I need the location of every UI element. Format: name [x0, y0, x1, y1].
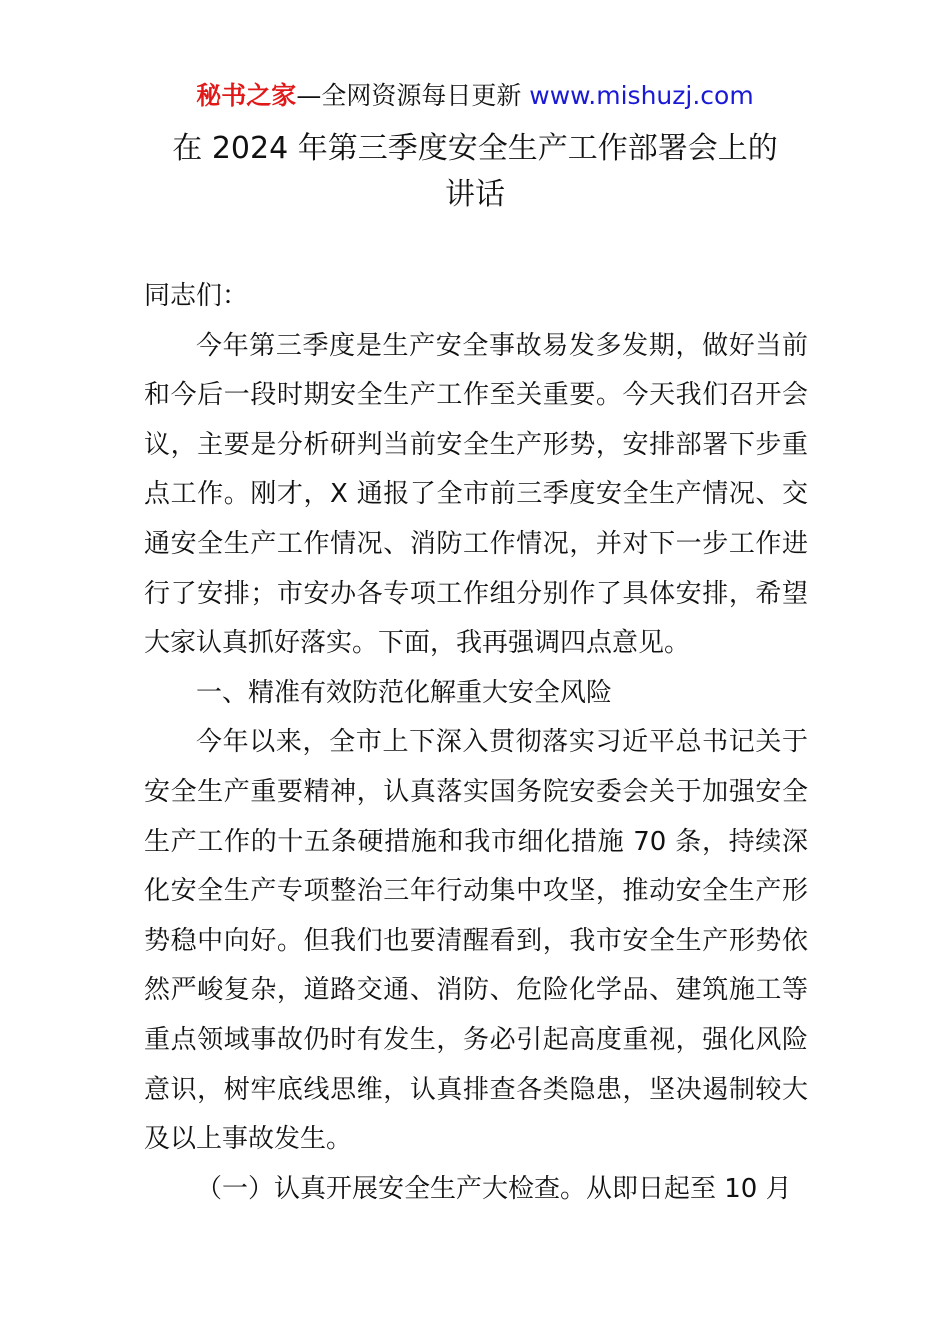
document-title [150, 126, 800, 218]
title-line-2: 讲话 [445, 177, 505, 212]
brand-name: 秘书之家 [196, 81, 297, 110]
header-tagline: —全网资源每日更新 [296, 81, 530, 110]
subsection-heading-1: （一）认真开展安全生产大检查。从即日起至 10 月 [196, 1173, 792, 1204]
paragraph-section-1: 今年以来，全市上下深入贯彻落实习近平总书记关于安全生产重要精神，认真落实国务院安委会关于加强安全生产工作的十五条硬措施和我市细化措施 70 条，持续深化安全生产专项整治三年行动集中攻坚，推动安全生产形势稳中向好。但我们也要清醒看到，我市安全生产形势依然严峻复杂，道路交通、消防、危险化学品、建筑施工等重点领域事故仍时有发生，务必引起高度重视，强化风险意识，树牢底线思维，认真排查各类隐患，坚决遏制较大及以上事故发生。 [144, 727, 808, 1155]
section-heading-1: 一、精准有效防范化解重大安全风险 [196, 677, 613, 708]
paragraph-intro: 今年第三季度是生产安全事故易发多发期，做好当前和今后一段时期安全生产工作至关重要。今天我们召开会议，主要是分析研判当前安全生产形势，安排部署下步重点工作。刚才，X 通报了全市前三季度安全生产情况、交通安全生产工作情况、消防工作情况，并对下一步工作进行了安排；市安办各专项工作组分别作了具体安排，希望大家认真抓好落实。下面，我再强调四点意见。 [144, 330, 808, 659]
title-line-1: 在 2024 年第三季度安全生产工作部署会上的 [172, 131, 778, 166]
site-url[interactable]: www.mishuzj.com [529, 81, 754, 110]
watermark-header [0, 78, 950, 114]
document-body [144, 272, 808, 1214]
salutation: 同志们： [144, 281, 249, 311]
